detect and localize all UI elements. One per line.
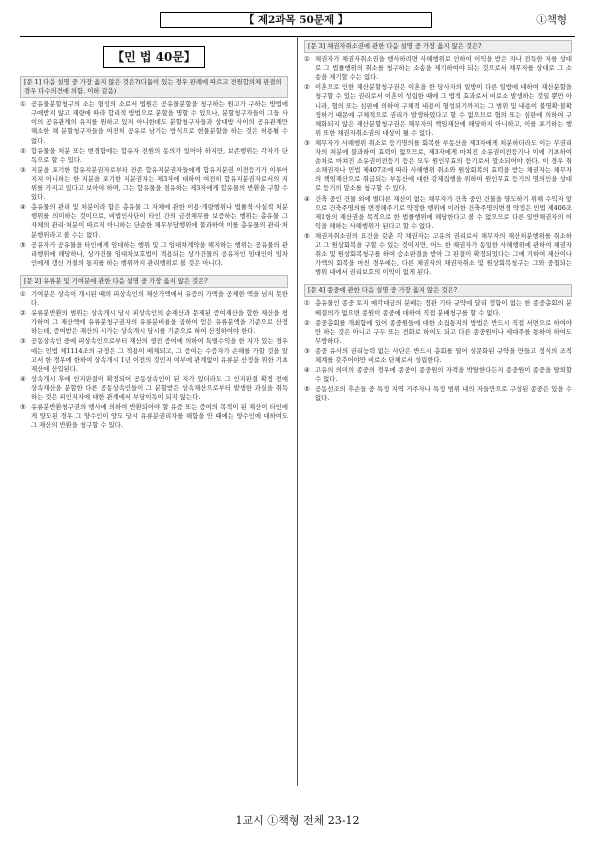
- option-number: ①: [304, 300, 310, 308]
- option-text: 공동선조의 후손들 중 특정 지역 거주자나 특정 범위 내의 자들만으로 구성된 종중은 있을 수 없다.: [315, 386, 572, 403]
- answer-option: [304, 385, 572, 403]
- answer-option: [304, 55, 572, 82]
- option-number: ③: [304, 347, 310, 355]
- answer-option: [20, 147, 288, 165]
- answer-option: [304, 195, 572, 231]
- booklet-type: ①책형: [536, 14, 567, 26]
- question-block: [20, 76, 288, 268]
- option-text: 총유물의 관리 및 처분이라 함은 총유물 그 자체에 관한 이용·개량행위나 법률적·사실적 처분행위를 의미하는 것이므로, 비법인사단이 타인 간의 금전채무를 보증하는 행위는 총유물 그 자체의 관리·처분이 따르지 아니하는 단순한 채무부담행위에 불과하여 이를 총유물의 관리·처분행위라고 볼 수는 없다.: [31, 204, 288, 239]
- option-number: ④: [304, 367, 310, 375]
- option-number: ⑤: [304, 386, 310, 394]
- left-column: [20, 40, 288, 437]
- question-stem: [문 4] 종중에 관한 다음 설명 중 가장 옳지 않은 것은?: [304, 284, 572, 297]
- question-stem: [문 1] 다음 설명 중 가장 옳지 않은 것은?(다툼이 있는 경우 판례에 따르고 전원합의체 판결의 경우 다수의견에 의함. 이하 같음): [20, 76, 288, 98]
- section-title: 【민 법 40문】: [103, 46, 205, 68]
- option-text: 유류분반환청구권의 행사에 의하여 반환되어야 할 유증 또는 증여의 목적이 된 재산이 타인에게 양도된 경우 그 양수인이 양도 당시 유류분권리자를 해함을 안 때에는 양수인에 대하여도 그 재산의 반환을 청구할 수 있다.: [31, 404, 288, 430]
- option-number: ③: [20, 166, 26, 174]
- option-number: ②: [304, 319, 310, 327]
- answer-option: [20, 203, 288, 239]
- option-text: 채무자가 사해행위 취소로 등기명의를 회복한 부동산을 제3자에게 처분하더라도 이는 무권리자의 처분에 불과하여 효력이 없으므로, 제3자에게 마쳐진 소유권이전등기나 이에 기초하여 순차로 마쳐진 소유권이전등기 등은 모두 원인무효의 등기로서 말소되어야 한다. 이 경우 취소채권자나 민법 제407조에 따라 사해행위 취소와 원상회복의 효력을 받는 채권자는 채무자의 책임재산으로 취급되는 부동산에 대한 강제집행을 위하여 원인무효 등기의 명의인을 상대로 등기의 말소를 청구할 수 있다.: [315, 139, 572, 193]
- option-text: 건축 중인 건물 외에 별다른 재산이 없는 채무자가 건축 중인 건물을 양도하기 위해 수익자 앞으로 건축주명의를 변경해주기로 약정한 행위에 이러한 건축주명의변경 약정은 민법 제406조 제1항의 재산권을 목적으로 한 법률행위에 해당한다고 볼 수 없으므로 다른 일반채권자의 이익을 해하는 사해행위가 된다고 할 수 없다.: [315, 195, 572, 230]
- answer-option: [304, 299, 572, 317]
- page-footer: 1교시 ①책형 전체 23-12: [235, 814, 360, 827]
- option-number: ④: [304, 195, 310, 203]
- option-number: ④: [20, 204, 26, 212]
- option-text: 이혼으로 인한 재산분할청구권은 이혼을 한 당사자의 일방이 다른 일방에 대하여 재산분할을 청구할 수 있는 권리로서 이혼이 성립한 때에 그 법적 효과로서 비로소 발생하는 것일 뿐만 아니라, 협의 또는 심판에 의하여 구체적 내용이 형성되기까지는 그 범위 및 내용이 불명확·불확정하기 때문에 구체적으로 권리가 발생하였다고 할 수 없으므로 협의 또는 심판에 의하여 구체화되지 않은 재산분할청구권은 채무자의 책임재산에 해당하지 아니하고, 이를 포기하는 행위 또한 채권자취소권의 대상이 될 수 없다.: [315, 84, 572, 137]
- option-number: ④: [20, 375, 26, 383]
- question-block: [20, 275, 288, 431]
- option-text: 합유물을 처분 또는 변경함에는 합유자 전원의 동의가 있어야 하지만, 보존행위는 각자가 단독으로 할 수 있다.: [31, 147, 288, 164]
- option-number: ⑤: [20, 241, 26, 249]
- option-text: 채권자취소권의 요건을 갖춘 각 채권자는 고유의 권리로서 채무자의 재산처분행위를 취소하고 그 원상회복을 구할 수 있는 것이지만, 어느 한 채권자가 동일한 사해행위에 관하여 채권자취소 및 원상회복청구를 하여 승소판결을 받아 그 판결이 확정되었다는 그에 기하여 재산이나 가액의 회복을 마친 경우에는, 다른 채권자의 채권자취소 및 원상회복청구는 그와 중첩되는 범위 내에서 권리보호의 이익이 없게 된다.: [315, 232, 572, 277]
- answer-option: [20, 375, 288, 402]
- right-column: [304, 40, 572, 410]
- answer-option: [20, 337, 288, 373]
- option-number: ②: [20, 147, 26, 155]
- option-text: 지분을 포기한 합유지분권자로부터 잔존 합유지분권자들에게 합유지분권 이전등기가 이루어지지 아니하는 한 지분을 포기한 지분권자는 제3자에 대하여 여전히 합유지분권자로서의 지위를 가지고 있다고 보아야 하며, 그는 합유물을 점유하는 제3자에게 합유물의 반환을 구할 수 있다.: [31, 166, 288, 202]
- answer-option: [20, 166, 288, 202]
- answer-option: [304, 139, 572, 194]
- option-text: 총유물인 종중 토지 매각대금의 분배는 정관 기타 규약에 달리 정함이 없는 한 종중총회의 분배결의가 없으면 종원이 종중에 대하여 직접 분배청구를 할 수 없다.: [315, 300, 572, 317]
- option-text: 공동상속인 중에 피상속인으로부터 재산의 생전 증여에 의하여 특별수익을 한 자가 있는 경우에는 민법 제1114조의 규정은 그 적용이 배제되고, 그 증여는 수증자가 손해를 가할 것을 알고서 한 경우에 한하여 상속개시 1년 이전의 것인지 여부에 관계없이 유류분 산정을 위한 기초재산에 산입된다.: [31, 338, 288, 373]
- option-number: ③: [20, 338, 26, 346]
- question-stem: [문 2] 유류분 및 기여분에 관한 다음 설명 중 가장 옳지 않은 것은?: [20, 275, 288, 288]
- option-text: 고유의 의미의 종중의 경우에 종중이 종중원의 자격을 박탈한다든지 종중원이 종중을 탈퇴할 수 없다.: [315, 367, 572, 384]
- answer-option: [304, 366, 572, 384]
- answer-option: [20, 241, 288, 268]
- option-text: 상속개시 후에 인지판결이 확정되어 공동상속인이 된 자가 있더라도 그 인지판결 확정 전에 상속재산을 분할한 다른 공동상속인들이 그 분할받은 상속재산으로부터 발생한 과실을 취득하는 것은 피인지자에 대한 관계에서 부당이득이 되지 않는다.: [31, 375, 288, 401]
- option-number: ①: [20, 101, 26, 109]
- option-text: 종중 유사의 권리능력 없는 사단은 반드시 총회를 열어 성문화된 규약을 만들고 정식의 조직체계를 갖추어야만 비로소 단체로서 성립한다.: [315, 347, 572, 364]
- page-header-box: [160, 12, 432, 28]
- option-text: 공유자가 공유물을 타인에게 임대하는 행위 및 그 임대차계약을 해지하는 행위는 공유물의 관리행위에 해당하나, 상가건물 임대차보호법이 적용되는 상가건물의 공유자인 임대인이 임차인에게 갱신 거절의 통지를 하는 행위까지 관리행위로 볼 것은 아니다.: [31, 241, 288, 267]
- exam-subject-title: 【 제2과목 50문제 】: [243, 14, 349, 26]
- question-stem: [문 3] 채권자취소권에 관한 다음 설명 중 가장 옳지 않은 것은?: [304, 40, 572, 53]
- answer-option: [20, 290, 288, 308]
- answer-option: [304, 232, 572, 277]
- option-text: 공유물분할청구의 소는 형성의 소로서 법원은 공유물분할을 청구하는 원고가 구하는 방법에 구애받지 않고 재량에 따라 합리적 방법으로 분할을 명할 수 있으나, 분할청구자들이 그들 사이의 공유관계의 유지를 원하고 있지 아니한데도 분할청구자들과 상대방 사이의 공유관계만 해소한 채 분할청구자들을 여전히 공유로 남기는 방식으로 현물분할을 하는 것은 허용될 수 없다.: [31, 101, 288, 145]
- option-number: ⑤: [304, 232, 310, 240]
- answer-option: [304, 83, 572, 138]
- option-number: ②: [304, 84, 310, 92]
- option-text: 채권자가 채권자취소권을 행사하려면 사해행위로 인하여 이익을 받은 자나 전득한 자를 상대로 그 법률행위의 취소를 청구하는 소송을 제기하여야 되는 것으로서 채무자를 상대로 그 소송을 제기할 수는 없다.: [315, 56, 572, 82]
- answer-option: [304, 319, 572, 346]
- question-block: [304, 284, 572, 403]
- answer-option: [20, 309, 288, 336]
- question-block: [304, 40, 572, 277]
- option-number: ②: [20, 310, 26, 318]
- option-text: 기여분은 상속이 개시된 때의 피상속인의 재산가액에서 유증의 가액을 공제한 액을 넘지 못한다.: [31, 290, 288, 308]
- answer-option: [20, 403, 288, 430]
- option-text: 유류분반환의 범위는 상속개시 당시 피상속인의 순재산과 문제된 증여재산을 합한 재산을 평가하여 그 재산액에 유류분청구권자의 유류분비율을 곱하여 얻은 유류분액을 기준으로 산정하는데, 증여받은 재산의 시가는 상속개시 당시를 기준으로 하여 산정하여야 한다.: [31, 310, 288, 336]
- option-number: ①: [20, 290, 26, 298]
- option-text: 종중총회를 개최함에 있어 종중원들에 대한 소집통지의 방법은 반드시 직접 서면으로 하여야만 하는 것은 아니고 구두 또는 전화로 하여도 되고 다른 종중원이나 세대주를 통하여 하여도 무방하다.: [315, 319, 572, 345]
- option-number: ⑤: [20, 404, 26, 412]
- option-number: ③: [304, 139, 310, 147]
- answer-option: [304, 347, 572, 365]
- option-number: ①: [304, 56, 310, 64]
- column-divider: [297, 36, 298, 786]
- answer-option: [20, 100, 288, 145]
